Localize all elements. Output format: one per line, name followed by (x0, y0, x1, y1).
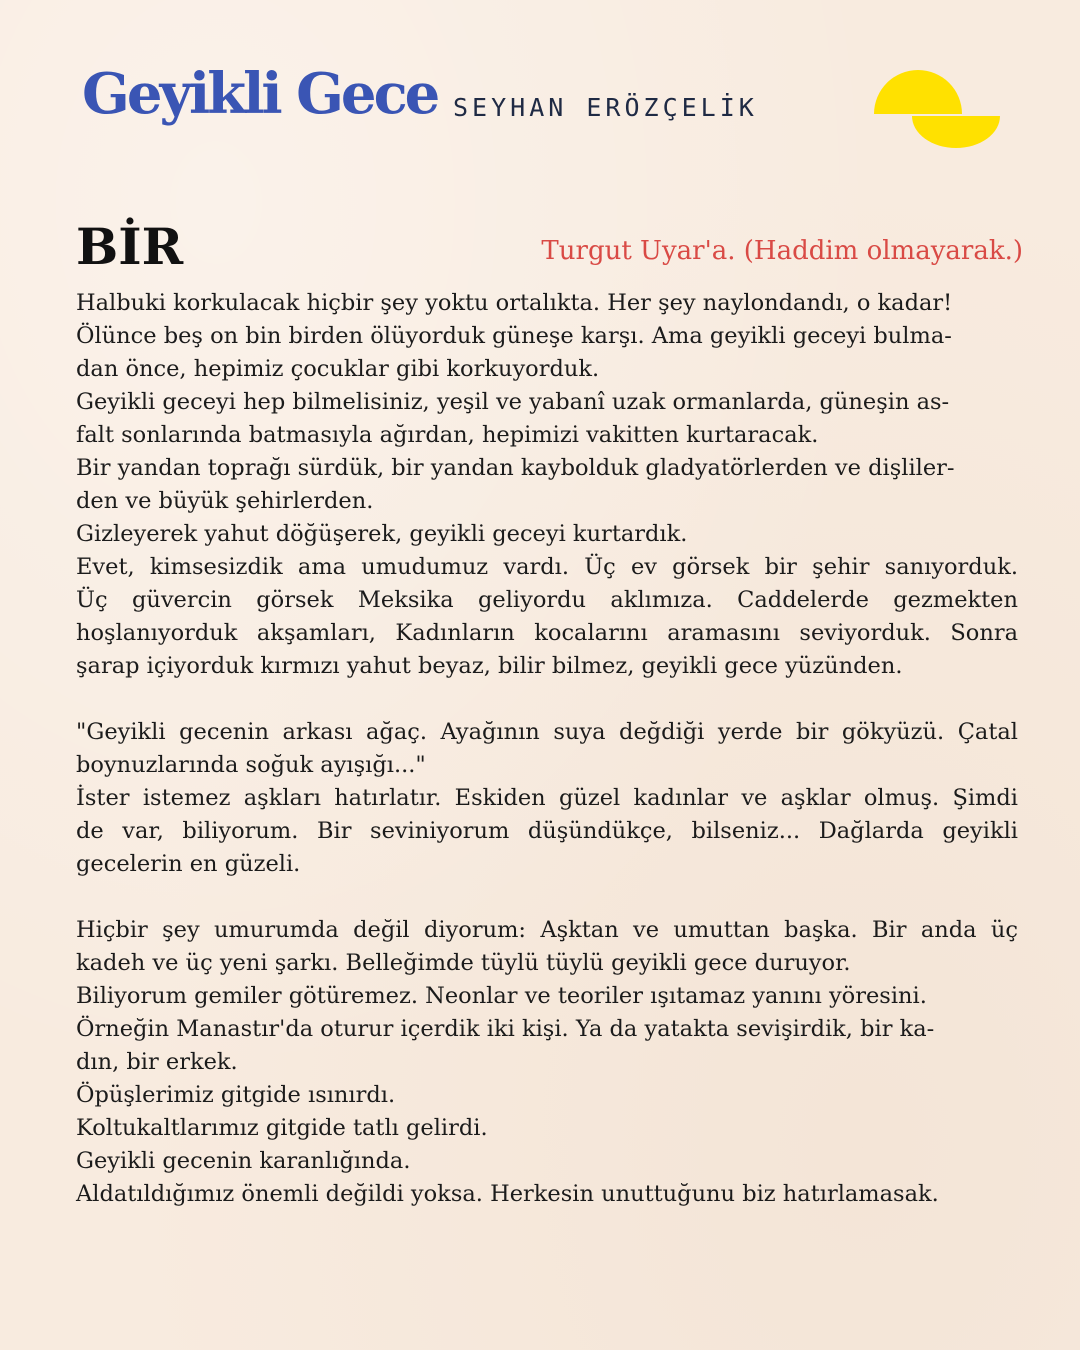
poem-line: Koltukaltlarımız gitgide tatlı gelirdi. (76, 1115, 488, 1141)
poem-line: gecelerin en güzeli. (76, 851, 301, 877)
poem-line: de var, biliyorum. Bir seviniyorum düşündükçe, bilseniz... Dağlarda geyikli (76, 818, 1018, 844)
poem-line: Üç güvercin görsek Meksika geliyordu aklımıza. Caddelerde gezmekten (76, 587, 1018, 613)
poem-line: Biliyorum gemiler götüremez. Neonlar ve teoriler ışıtamaz yanını yöresini. (76, 983, 927, 1009)
poem-line: hoşlanıyorduk akşamları, Kadınların kocalarını aramasını seviyorduk. Sonra (76, 620, 1018, 646)
poem-line: "Geyikli gecenin arkası ağaç. Ayağının suya değdiği yerde bir gökyüzü. Çatal (76, 719, 1018, 745)
poem-line: Geyikli gecenin karanlığında. (76, 1148, 411, 1174)
poem-line: Ölünce beş on bin birden ölüyorduk güneşe karşı. Ama geyikli geceyi bulma- (76, 323, 952, 349)
poem-line: falt sonlarında batmasıyla ağırdan, hepimizi vakitten kurtaracak. (76, 422, 819, 448)
poem-line: Gizleyerek yahut döğüşerek, geyikli geceyi kurtardık. (76, 521, 688, 547)
brand-title: Geyikli Gece (82, 61, 438, 127)
poem-line: dan önce, hepimiz çocuklar gibi korkuyorduk. (76, 356, 600, 382)
poem-line: kadeh ve üç yeni şarkı. Belleğimde tüylü tüylü geyikli gece duruyor. (76, 950, 851, 976)
poem-title: BİR (76, 217, 184, 276)
poem-body (76, 287, 1018, 1211)
stanza-break (76, 683, 1018, 716)
author-name: SEYHAN ERÖZÇELİK (453, 93, 758, 122)
poem-line: Evet, kimsesizdik ama umudumuz vardı. Üç ev görsek bir şehir sanıyorduk. (76, 554, 1018, 580)
yellow-sun-logo-icon (872, 68, 1002, 150)
poem-line: Hiçbir şey umurumda değil diyorum: Aşktan ve umuttan başka. Bir anda üç (76, 917, 1018, 943)
stanza-break (76, 881, 1018, 914)
poem-line: den ve büyük şehirlerden. (76, 488, 374, 514)
poem-line: Örneğin Manastır'da oturur içerdik iki kişi. Ya da yatakta sevişirdik, bir ka- (76, 1016, 935, 1042)
poem-line: Öpüşlerimiz gitgide ısınırdı. (76, 1082, 396, 1108)
poem-line: dın, bir erkek. (76, 1049, 238, 1075)
poem-line: Halbuki korkulacak hiçbir şey yoktu ortalıkta. Her şey naylondandı, o kadar! (76, 290, 953, 316)
poem-line: Bir yandan toprağı sürdük, bir yandan kaybolduk gladyatörlerden ve dişliler- (76, 455, 955, 481)
poem-dedication: Turgut Uyar'a. (Haddim olmayarak.) (541, 236, 1023, 266)
poem-line: İster istemez aşkları hatırlatır. Eskiden güzel kadınlar ve aşklar olmuş. Şimdi (76, 785, 1018, 811)
poem-line: Geyikli geceyi hep bilmelisiniz, yeşil ve yabanî uzak ormanlarda, güneşin as- (76, 389, 950, 415)
poem-line: Aldatıldığımız önemli değildi yoksa. Herkesin unuttuğunu biz hatırlamasak. (76, 1181, 939, 1207)
poem-line: şarap içiyorduk kırmızı yahut beyaz, bilir bilmez, geyikli gece yüzünden. (76, 653, 903, 679)
poem-line: boynuzlarında soğuk ayışığı..." (76, 752, 426, 778)
